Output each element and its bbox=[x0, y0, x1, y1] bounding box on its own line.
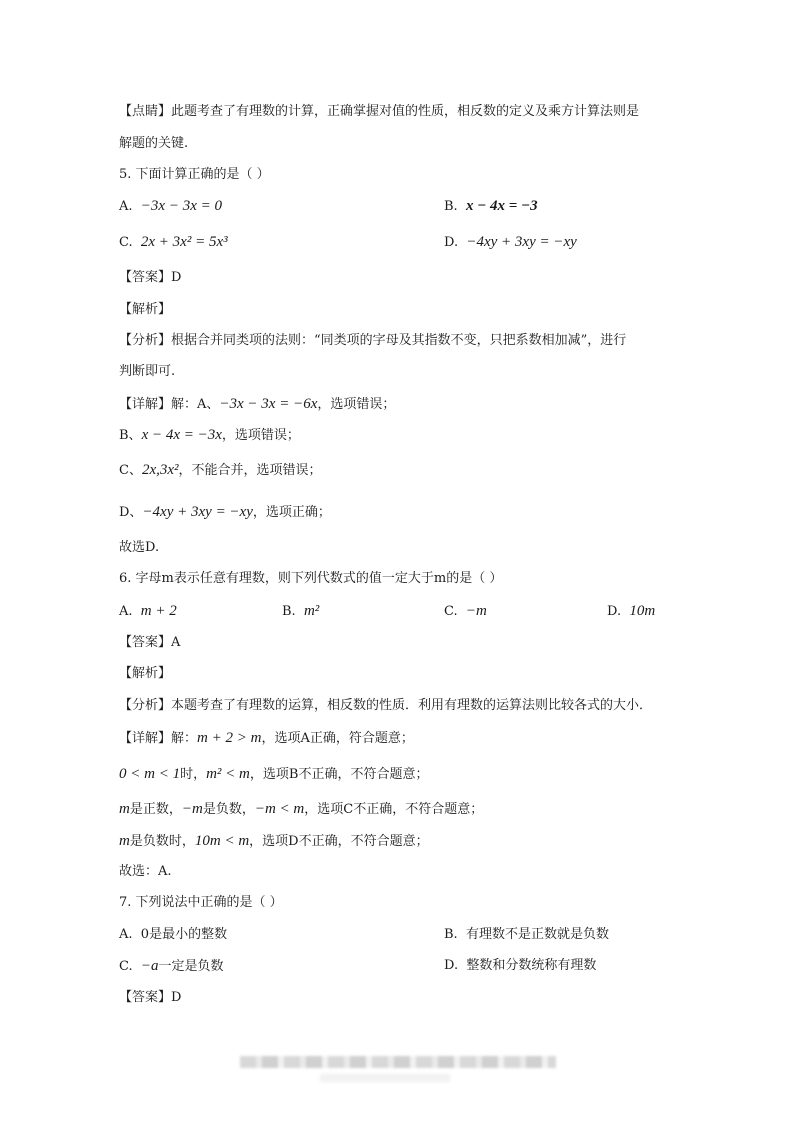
q7-option-b bbox=[444, 925, 609, 945]
q5-option-c-expr: 2x + 3x² = 5x³ bbox=[140, 234, 228, 250]
q5-xiangjie-a-prefix: 【详解】解：A、 bbox=[119, 397, 220, 412]
q7-answer: 【答案】D bbox=[119, 990, 182, 1005]
q6-xiangjie-c-expr: m bbox=[119, 801, 130, 817]
q6-option-d bbox=[607, 601, 655, 622]
q5-option-b bbox=[444, 196, 538, 217]
q5-xiangjie-d bbox=[119, 502, 331, 523]
q6-xiangjie-d-mid: 是负数时， bbox=[129, 834, 195, 849]
q6-guxuan: 故选：A. bbox=[119, 864, 172, 879]
q5-option-a-label: A. bbox=[119, 199, 133, 214]
q6-option-d-label: D. bbox=[607, 604, 622, 619]
q5-option-b-label: B. bbox=[444, 199, 458, 214]
q6-option-a-expr: m + 2 bbox=[140, 603, 177, 619]
q7-option-b-text: 有理数不是正数就是负数 bbox=[465, 927, 609, 942]
q6-xiangjie-a bbox=[119, 728, 414, 749]
q5-xiangjie-a bbox=[119, 394, 395, 415]
q7-option-a-label: A. bbox=[119, 927, 133, 942]
dianjing-line-1: 【点睛】此题考查了有理数的计算，正确掌握对值的性质，相反数的定义及乘方计算法则是 bbox=[119, 104, 640, 119]
q6-xiangjie-c-mid2: 是负数， bbox=[202, 802, 255, 817]
q6-xiangjie-a-prefix: 【详解】解： bbox=[119, 731, 198, 746]
q6-xiangjie-c-mid: 是正数， bbox=[129, 802, 182, 817]
q6-fenxi: 【分析】本题考查了有理数的运算，相反数的性质．利用有理数的运算法则比较各式的大小． bbox=[119, 698, 653, 713]
q7-option-d-label: D. bbox=[444, 958, 459, 973]
q6-xiangjie-d-expr: m bbox=[119, 833, 130, 849]
q6-option-b bbox=[282, 601, 319, 622]
q6-xiangjie-c-suffix: ，选项C不正确，不符合题意； bbox=[304, 802, 484, 817]
q5-option-d bbox=[444, 232, 577, 253]
q6-option-a-label: A. bbox=[119, 604, 133, 619]
q5-xiangjie-c-suffix: ，不能合并，选项错误； bbox=[178, 463, 322, 478]
q5-option-a bbox=[119, 196, 222, 217]
q6-xiangjie-c-expr3: −m < m bbox=[254, 801, 305, 817]
q5-xiangjie-c bbox=[119, 460, 322, 481]
q5-xiangjie-d-expr: −4xy + 3xy = −xy bbox=[142, 504, 253, 520]
q6-xiangjie-b-mid: 时， bbox=[180, 767, 207, 782]
q5-jiexi: 【解析】 bbox=[119, 302, 172, 317]
q6-xiangjie-a-expr: m + 2 > m bbox=[197, 730, 262, 746]
q6-stem: 6. 字母m表示任意有理数，则下列代数式的值一定大于m的是（ ） bbox=[119, 571, 503, 586]
q5-xiangjie-d-suffix: ，选项正确； bbox=[252, 505, 331, 520]
q6-jiexi: 【解析】 bbox=[119, 666, 172, 681]
q5-option-b-expr: x − 4x = −3 bbox=[465, 198, 538, 214]
q7-option-c-text: 一定是负数 bbox=[158, 959, 224, 974]
q6-option-c bbox=[444, 601, 487, 622]
q6-option-d-expr: 10m bbox=[629, 603, 656, 619]
q7-option-c-expr: −a bbox=[140, 958, 159, 974]
q5-xiangjie-b-expr: x − 4x = −3x bbox=[141, 427, 222, 443]
q6-xiangjie-a-suffix: ，选项A正确，符合题意； bbox=[261, 731, 414, 746]
q5-stem: 5. 下面计算正确的是（ ） bbox=[119, 167, 270, 182]
q6-option-b-expr: m² bbox=[303, 603, 320, 619]
q6-xiangjie-c bbox=[119, 799, 483, 820]
footer-watermark bbox=[240, 1056, 556, 1068]
q5-option-c-label: C. bbox=[119, 235, 133, 250]
q6-answer: 【答案】A bbox=[119, 635, 181, 650]
q6-xiangjie-c-expr2: −m bbox=[181, 801, 203, 817]
q7-option-d-text: 整数和分数统称有理数 bbox=[466, 958, 597, 973]
q5-option-c bbox=[119, 232, 228, 253]
q6-xiangjie-d bbox=[119, 831, 429, 852]
q5-xiangjie-c-prefix: C、 bbox=[119, 463, 142, 478]
q5-option-d-label: D. bbox=[444, 235, 459, 250]
q6-xiangjie-d-expr2: 10m < m bbox=[194, 833, 250, 849]
q7-stem: 7. 下列说法中正确的是（ ） bbox=[119, 895, 283, 910]
q6-option-c-label: C. bbox=[444, 604, 458, 619]
q5-option-d-expr: −4xy + 3xy = −xy bbox=[466, 234, 577, 250]
q5-answer: 【答案】D bbox=[119, 270, 182, 285]
q7-option-b-label: B. bbox=[444, 927, 458, 942]
q5-xiangjie-a-suffix: ，选项错误； bbox=[317, 397, 396, 412]
q5-xiangjie-b-prefix: B、 bbox=[119, 428, 142, 443]
q7-option-c bbox=[119, 956, 224, 977]
q5-xiangjie-b-suffix: ，选项错误； bbox=[221, 428, 300, 443]
q7-option-d bbox=[444, 956, 596, 976]
q6-option-a bbox=[119, 601, 177, 622]
q7-option-c-label: C. bbox=[119, 959, 133, 974]
q5-option-a-expr: −3x − 3x = 0 bbox=[140, 198, 222, 214]
dianjing-line-2: 解题的关键. bbox=[119, 136, 189, 151]
q7-option-a bbox=[119, 925, 227, 945]
q6-xiangjie-b-suffix: ，选项B不正确，不符合题意； bbox=[249, 767, 429, 782]
footer-watermark-sub bbox=[320, 1074, 450, 1082]
q5-xiangjie-d-prefix: D、 bbox=[119, 505, 143, 520]
q6-xiangjie-b-expr2: m² < m bbox=[206, 766, 250, 782]
q5-xiangjie-c-expr: 2x,3x² bbox=[141, 462, 179, 478]
q6-xiangjie-d-suffix: ，选项D不正确，不符合题意； bbox=[249, 834, 429, 849]
q5-xiangjie-b bbox=[119, 425, 300, 446]
q5-guxuan: 故选D. bbox=[119, 540, 160, 555]
q5-fenxi-line-1: 【分析】根据合并同类项的法则：“同类项的字母及其指数不变，只把系数相加减”，进行 bbox=[119, 333, 627, 348]
q7-option-a-text: 0是最小的整数 bbox=[140, 927, 228, 942]
q5-xiangjie-a-expr: −3x − 3x = −6x bbox=[219, 396, 318, 412]
q6-option-c-expr: −m bbox=[465, 603, 487, 619]
q6-xiangjie-b bbox=[119, 764, 428, 785]
q5-fenxi-line-2: 判断即可. bbox=[119, 364, 176, 379]
q6-option-b-label: B. bbox=[282, 604, 296, 619]
q6-xiangjie-b-expr: 0 < m < 1 bbox=[119, 766, 181, 782]
